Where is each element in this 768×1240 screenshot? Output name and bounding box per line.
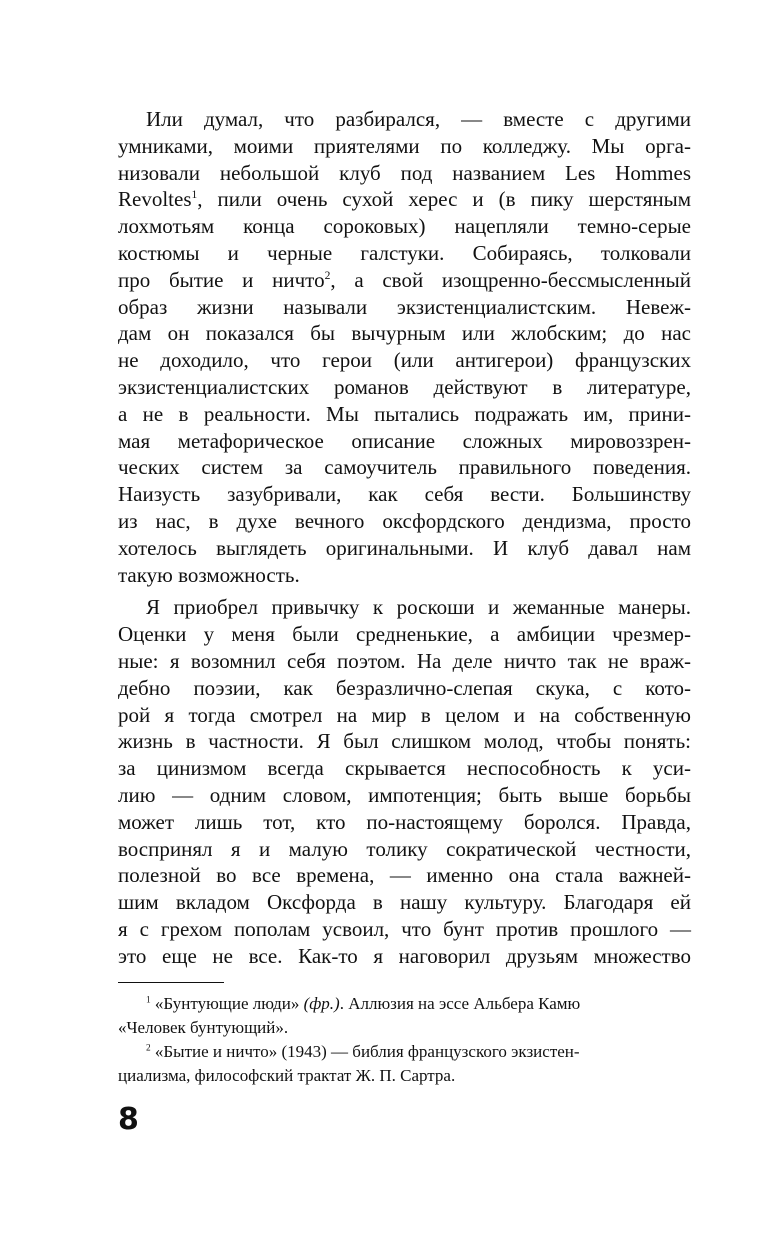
text-line: это еще не все. Как-то я наговорил друзьям множество bbox=[118, 943, 691, 968]
text-line: жизнь в частности. Я был слишком молод, чтобы понять: bbox=[118, 729, 691, 754]
text-line: не доходило, что герои (или антигерои) французских bbox=[118, 348, 691, 373]
footnote-1-lang: (фр.) bbox=[303, 994, 340, 1013]
text-line: низовали небольшой клуб под названием Les Hommes bbox=[118, 160, 691, 185]
footnote-2-marker: 2 bbox=[146, 1043, 151, 1054]
footnote-2 bbox=[118, 1040, 691, 1064]
text-line: я с грехом пополам усвоил, что бунт против прошлого — bbox=[118, 916, 691, 941]
text-fragment: пили очень сухой херес и (в пику шерстяным bbox=[217, 187, 691, 212]
text-line: экзистенциалистских романов действуют в литературе, bbox=[118, 374, 691, 399]
footnote-1-line2: «Человек бунтующий». bbox=[118, 1018, 289, 1037]
footnote-marker-2: 2 bbox=[324, 269, 331, 282]
text-line: за цинизмом всегда скрывается неспособность к уси- bbox=[118, 756, 691, 781]
text-line: Я приобрел привычку к роскоши и жеманные манеры. bbox=[146, 595, 691, 620]
text-line: шим вкладом Оксфорда в нашу культуру. Благодаря ей bbox=[118, 890, 691, 915]
footnote-2-line1: «Бытие и ничто» (1943) — библия французского экзистен- bbox=[154, 1042, 580, 1061]
text-line: воспринял я и малую толику сократической честности, bbox=[118, 836, 691, 861]
footnote-1 bbox=[118, 992, 691, 1016]
text-line: Revoltes$^1$, пили очень сухой херес и (в пику шерстяным bbox=[118, 187, 691, 212]
footnote-1-marker: 1 bbox=[146, 995, 151, 1006]
text-line: может лишь тот, кто по-настоящему боролся. Правда, bbox=[118, 809, 691, 834]
text-line: хотелось выглядеть оригинальными. И клуб давал нам bbox=[118, 535, 691, 560]
text-line: лохмотьям конца сороковых) нацепляли темно-серые bbox=[118, 214, 691, 239]
text-line: а не в реальности. Мы пытались подражать им, прини- bbox=[118, 401, 691, 426]
main-text bbox=[118, 106, 691, 970]
text-line: лию — одним словом, импотенция; быть выше борьбы bbox=[118, 782, 691, 807]
text-line: умниками, моими приятелями по колледжу. Мы орга- bbox=[118, 133, 691, 158]
text-line: полезной во все времена, — именно она стала важней- bbox=[118, 863, 691, 888]
text-line: Или думал, что разбирался, — вместе с другими bbox=[146, 107, 691, 131]
footnote-1-rest: . Аллюзия на эссе Альбера Камю bbox=[339, 994, 581, 1013]
footnotes bbox=[118, 992, 691, 1088]
text-line: про бытие и ничто$^2$, а свой изощренно-бессмысленный bbox=[118, 267, 692, 292]
footnote-divider bbox=[118, 982, 224, 983]
footnote-2-line2: циализма, философский трактат Ж. П. Сартра. bbox=[118, 1066, 456, 1085]
text-line: такую возможность. bbox=[118, 562, 300, 587]
text-line: дебно поэзии, как безразлично-слепая скука, с кото- bbox=[118, 675, 691, 700]
text-line: образ жизни называли экзистенциалистским. Невеж- bbox=[118, 294, 691, 319]
text-line: костюмы и черные галстуки. Собираясь, толковали bbox=[118, 240, 691, 265]
text-line: ческих систем за самоучитель правильного поведения. bbox=[118, 455, 691, 480]
footnote-marker-1: 1 bbox=[191, 189, 198, 202]
revoltes-word: Revoltes bbox=[118, 187, 192, 212]
text-line: Оценки у меня были средненькие, а амбиции чрезмер- bbox=[118, 622, 691, 647]
text-line: ные: я возомнил себя поэтом. На деле ничто так не враж- bbox=[118, 648, 691, 673]
text-line: из нас, в духе вечного оксфордского дендизма, просто bbox=[118, 508, 691, 533]
page-number: 8 bbox=[118, 1102, 139, 1137]
text-line: дам он показался бы вычурным или жлобским; до нас bbox=[118, 321, 691, 346]
text-line: мая метафорическое описание сложных мировоззрен- bbox=[118, 428, 691, 453]
text-fragment: а свой изощренно-бессмысленный bbox=[354, 267, 692, 292]
text-line: Наизусть зазубривали, как себя вести. Большинству bbox=[118, 482, 691, 507]
text-fragment: про бытие и ничто bbox=[118, 267, 325, 292]
footnote-1-quote: «Бунтующие люди» bbox=[154, 994, 300, 1013]
text-line: рой я тогда смотрел на мир в целом и на собственную bbox=[118, 702, 691, 727]
